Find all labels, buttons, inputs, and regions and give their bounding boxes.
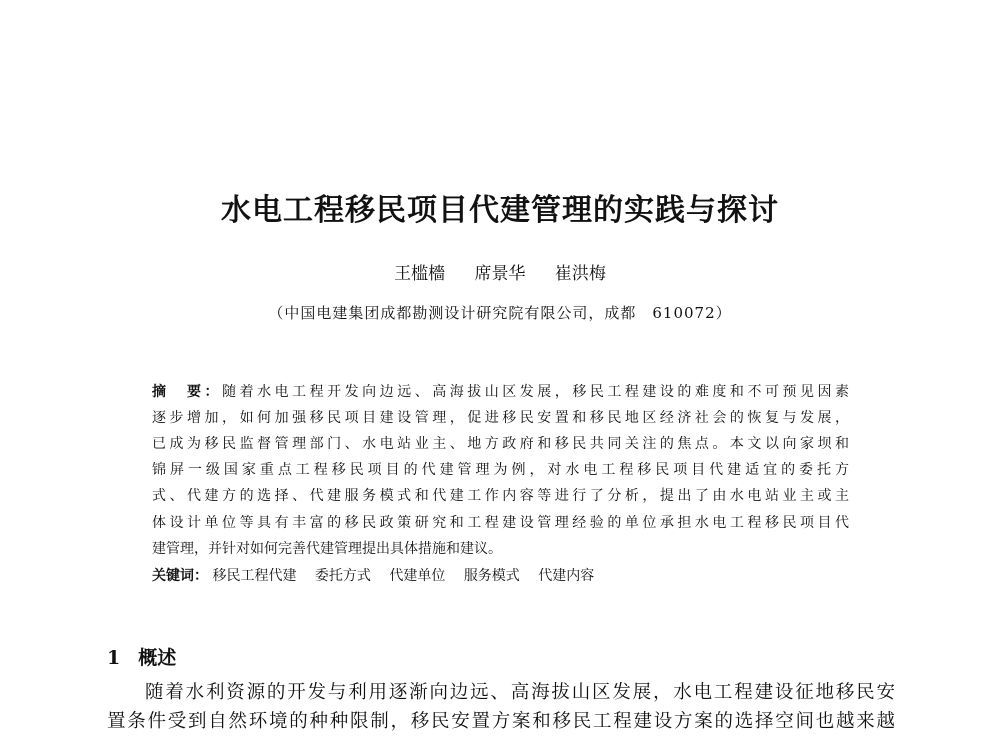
abstract-line: 已成为移民监督管理部门、水电站业主、地方政府和移民共同关注的焦点。本文以向家坝和 xyxy=(152,436,849,452)
abstract-line: 建管理，并针对如何完善代建管理提出具体措施和建议。 xyxy=(152,541,502,557)
author: 王槛檣 xyxy=(394,264,446,284)
keywords-label: 关键词： xyxy=(152,568,208,584)
section-number: 1 xyxy=(107,647,121,669)
abstract-line: 式、代建方的选择、代建服务模式和代建工作内容等进行了分析，提出了由水电站业主或主 xyxy=(152,488,849,504)
keyword: 代建内容 xyxy=(538,568,595,584)
section-title: 概述 xyxy=(138,647,177,669)
affiliation: （中国电建集团成都勘测设计研究院有限公司，成都 610072） xyxy=(268,304,732,322)
abstract-line: 逐步增加，如何加强移民项目建设管理，促进移民安置和移民地区经济社会的恢复与发展， xyxy=(152,410,849,426)
abstract-line xyxy=(152,383,849,401)
author-list xyxy=(0,259,1000,284)
author: 崔洪梅 xyxy=(554,264,606,284)
keyword: 服务模式 xyxy=(463,568,520,584)
keyword: 代建单位 xyxy=(389,568,446,584)
section-heading xyxy=(107,643,176,670)
abstract-label: 摘 要： xyxy=(152,384,223,400)
abstract-text: 随着水电工程开发向边远、高海拔山区发展，移民工程建设的难度和不可预见因素 xyxy=(222,384,850,400)
abstract-line: 锦屏一级国家重点工程移民项目的代建管理为例，对水电工程移民项目代建适宜的委托方 xyxy=(152,462,849,478)
body-line: 随着水利资源的开发与利用逐渐向边远、高海拔山区发展，水电工程建设征地移民安 xyxy=(145,682,895,703)
abstract-line: 体设计单位等具有丰富的移民政策研究和工程建设管理经验的单位承担水电工程移民项目代 xyxy=(152,515,849,531)
body-line: 置条件受到自然环境的种种限制，移民安置方案和移民工程建设方案的选择空间也越来越 xyxy=(107,711,895,732)
keyword: 委托方式 xyxy=(314,568,371,584)
author: 席景华 xyxy=(474,264,526,284)
keywords xyxy=(152,567,849,585)
paper-title: 水电工程移民项目代建管理的实践与探讨 xyxy=(221,193,779,228)
keyword: 移民工程代建 xyxy=(212,568,297,584)
